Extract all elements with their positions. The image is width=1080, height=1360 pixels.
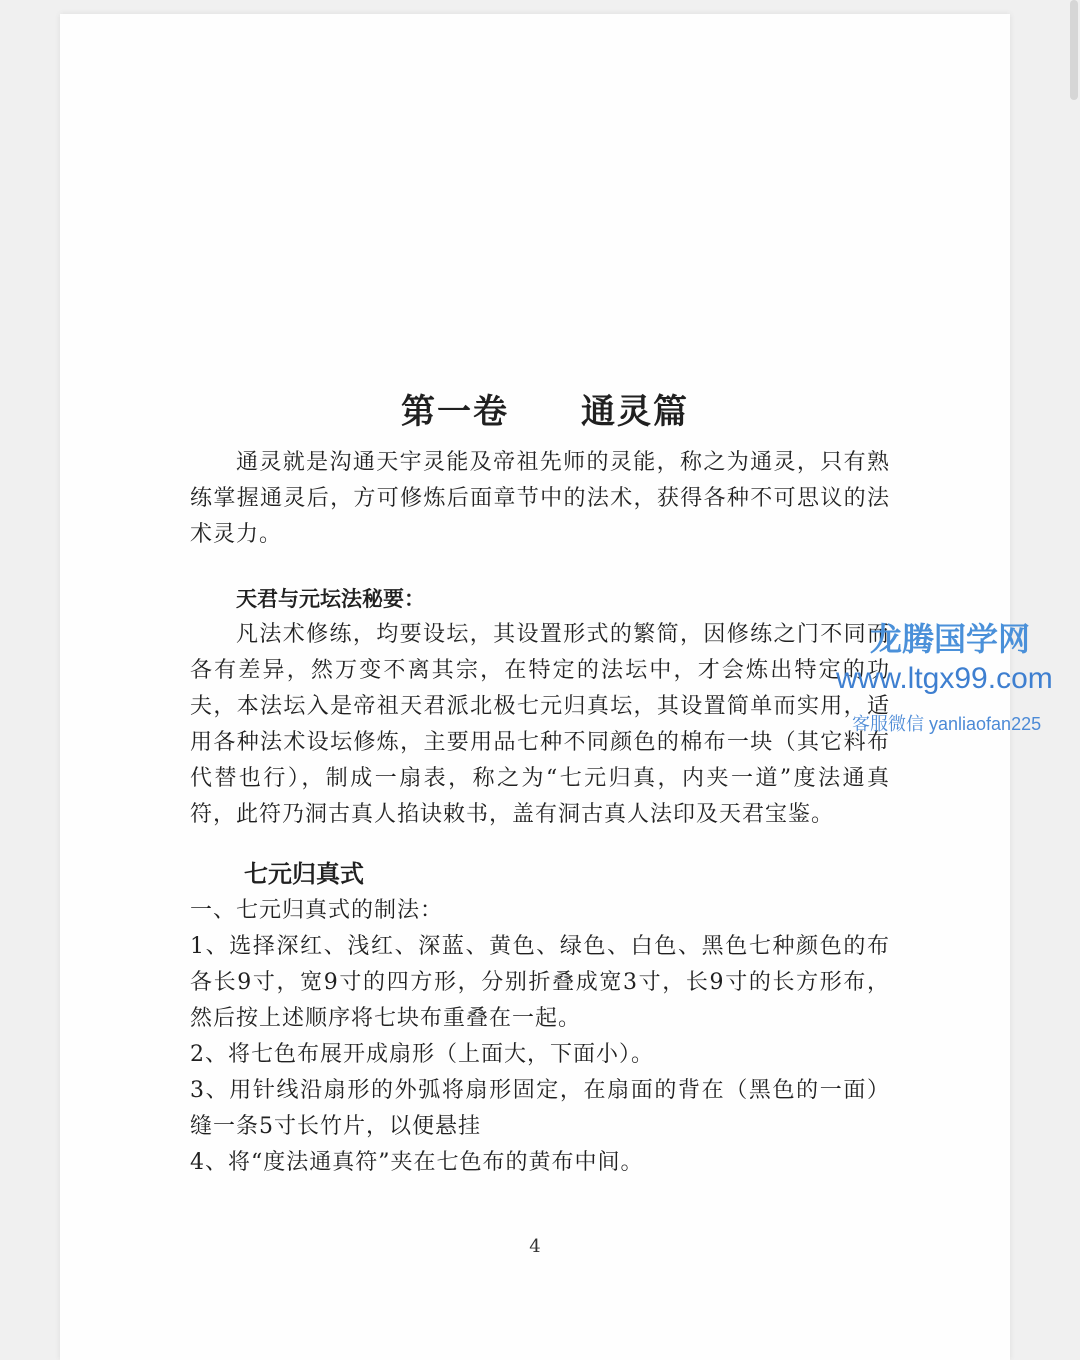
altar-paragraph: 凡法术修练，均要设坛，其设置形式的繁简，因修练之门不同而各有差异，然万变不离其宗，在特定的法坛中，才会炼出特定的功夫，本法坛入是帝祖天君派北极七元归真坛，其设置简单而实用，适用各种法术设坛修炼，主要用品七种不同颜色的棉布一块（其它料布代替也行），制成一扇表，称之为“七元归真，内夹一道”度法通真符，此符乃洞古真人掐诀敕书，盖有洞古真人法印及天君宝鉴。 (190, 622, 890, 827)
method-intro: 一、七元归真式的制法： (190, 898, 444, 923)
intro-paragraph: 通灵就是沟通天宇灵能及帝祖先师的灵能，称之为通灵，只有熟练掌握通灵后，方可修炼后面章节中的法术，获得各种不可思议的法术灵力。 (190, 450, 890, 547)
scrollbar-thumb[interactable] (1070, 0, 1078, 100)
section-heading-seven-elements: 七元归真式 (244, 859, 364, 888)
chapter-title: 第一卷 通灵篇 (401, 392, 689, 432)
page-number: 4 (529, 1236, 541, 1257)
watermark-site-name: 龙腾国学网 (870, 621, 1031, 657)
watermark-contact: 客服微信 yanliaofan225 (852, 714, 1042, 734)
watermark-url: www.ltgx99.com (836, 662, 1053, 695)
step-item: 4、将“度法通真符”夹在七色布的黄布中间。 (190, 1150, 644, 1175)
step-item: 2、将七色布展开成扇形（上面大，下面小）。 (190, 1042, 654, 1067)
step-item: 1、选择深红、浅红、深蓝、黄色、绿色、白色、黑色七种颜色的布各长9寸，宽9寸的四方形，分别折叠成宽3寸，长9寸的长方形布，然后按上述顺序将七块布重叠在一起。 (190, 934, 890, 1031)
page-content (190, 384, 890, 1181)
section-heading-altar: 天君与元坛法秘要： (236, 586, 425, 611)
step-item: 3、用针线沿扇形的外弧将扇形固定，在扇面的背在（黑色的一面）缝一条5寸长竹片，以便悬挂 (190, 1078, 890, 1139)
